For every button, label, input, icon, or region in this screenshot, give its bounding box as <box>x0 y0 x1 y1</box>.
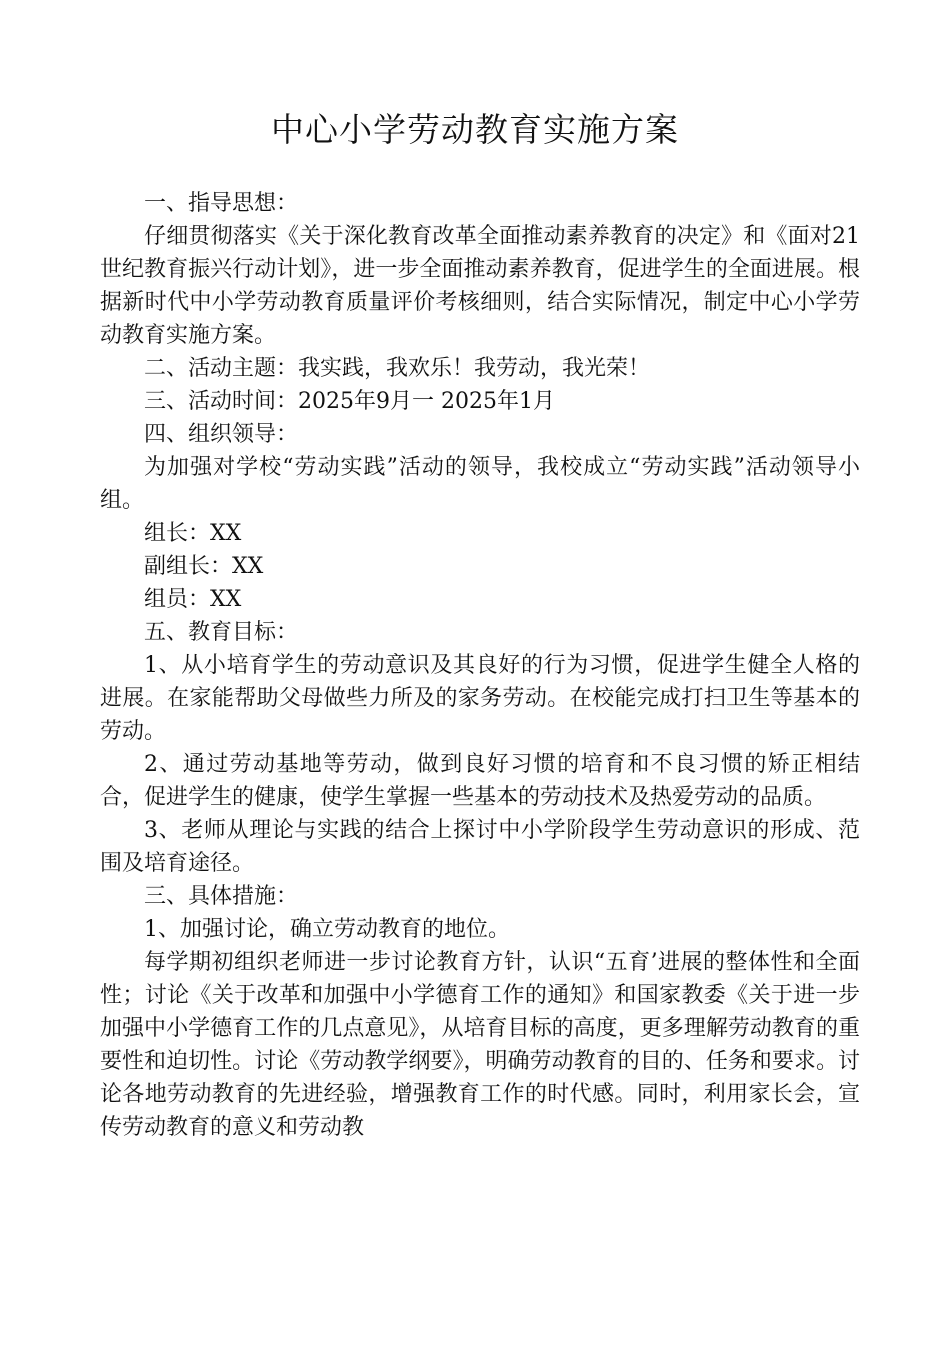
group-leader: 组长：XX <box>144 521 242 546</box>
section-heading-measures: 三、具体措施： <box>144 884 299 909</box>
deputy-group-leader: 副组长：XX <box>144 554 264 579</box>
group-members: 组员：XX <box>144 587 242 612</box>
paragraph-organization: 为加强对学校“劳动实践”活动的领导，我校成立“劳动实践”活动领导小组。 <box>100 455 860 513</box>
document-body <box>100 187 860 1144</box>
paragraph-guiding-ideology: 仔细贯彻落实《关于深化教育改革全面推动素养教育的决定》和《面对21世纪教育振兴行动计划》，进一步全面推动素养教育，促进学生的全面进展。根据新时代中小学劳动教育质量评价考核细则，结合实际情况，制定中心小学劳动教育实施方案。 <box>100 224 860 348</box>
measure-1-heading: 1、加强讨论，确立劳动教育的地位。 <box>144 917 510 942</box>
section-heading-organization: 四、组织领导： <box>144 422 299 447</box>
section-heading-guiding-ideology: 一、指导思想： <box>144 191 299 216</box>
section-heading-education-goals: 五、教育目标： <box>144 620 299 645</box>
section-heading-activity-time: 三、活动时间：2025年9月一 2025年1月 <box>144 389 555 414</box>
paragraph-goal-1: 1、从小培育学生的劳动意识及其良好的行为习惯，促进学生健全人格的进展。在家能帮助父母做些力所及的家务劳动。在校能完成打扫卫生等基本的劳动。 <box>100 653 860 744</box>
paragraph-goal-3: 3、老师从理论与实践的结合上探讨中小学阶段学生劳动意识的形成、范围及培育途径。 <box>100 818 860 876</box>
document-title: 中心小学劳动教育实施方案 <box>271 110 679 149</box>
paragraph-measure-1: 每学期初组织老师进一步讨论教育方针，认识“五育’进展的整体性和全面性；讨论《关于改革和加强中小学德育工作的通知》和国家教委《关于进一步加强中小学德育工作的几点意见》，从培育目标的高度，更多理解劳动教育的重要性和迫切性。讨论《劳动教学纲要》，明确劳动教育的目的、任务和要求。讨论各地劳动教育的先进经验，增强教育工作的时代感。同时，利用家长会，宣传劳动教育的意义和劳动教 <box>100 950 860 1140</box>
section-heading-activity-theme: 二、活动主题：我实践，我欢乐！我劳动，我光荣！ <box>144 356 651 381</box>
paragraph-goal-2: 2、通过劳动基地等劳动，做到良好习惯的培育和不良习惯的矫正相结合，促进学生的健康，使学生掌握一些基本的劳动技术及热爱劳动的品质。 <box>100 752 860 810</box>
